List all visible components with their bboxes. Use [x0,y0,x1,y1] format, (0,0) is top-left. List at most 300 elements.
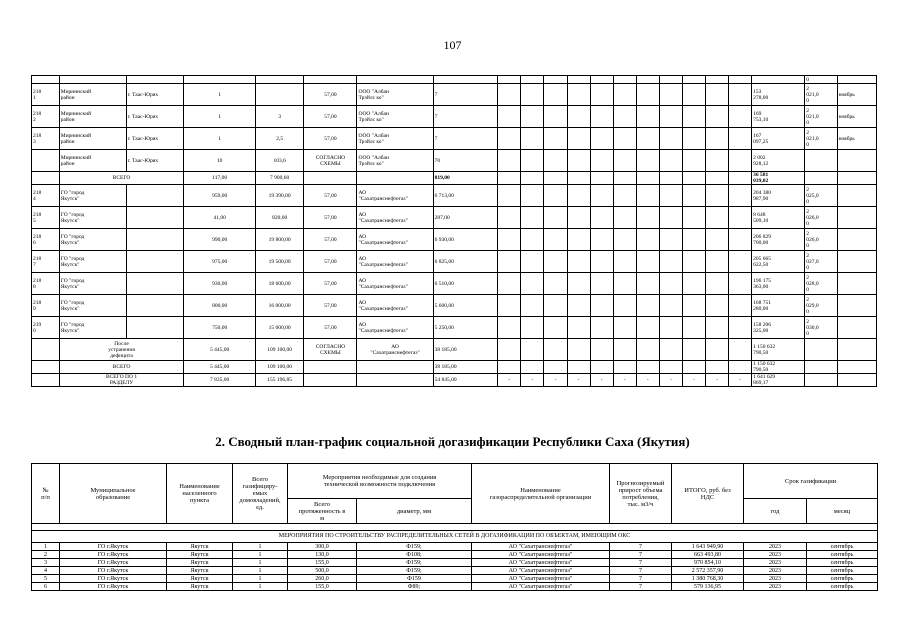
table-cell: 57,00 [304,128,357,150]
table-cell [357,361,433,374]
table-cell [729,172,752,185]
table-cell [521,273,544,295]
table-cell [521,128,544,150]
table-cell [837,172,876,185]
col-header-municipality: Муниципальное образование [60,464,167,524]
table-cell: 819,00 [433,172,498,185]
table-cell [613,361,636,374]
table-cell: 158 206 325,00 [752,317,805,339]
table-cell [184,76,256,84]
table-cell [659,76,682,84]
table-cell: Мирнинский район [59,128,126,150]
table-row [32,76,877,84]
table-cell: АО "Сахатранснефтегаз" [472,583,610,591]
table-cell [613,106,636,128]
table-cell: АО "Сахатранснефтегаз" [472,551,610,559]
table-cell [521,150,544,172]
table-cell: г. Таас-Юрях [126,84,184,106]
table-cell: 218 4 [32,185,60,207]
table-cell: 1 [233,567,288,575]
table-cell: 1 [233,575,288,583]
table-cell [544,251,567,273]
table-cell [837,76,876,84]
table-cell: 7 [433,128,498,150]
table-cell [544,76,567,84]
table-cell: 218 8 [32,273,60,295]
table-cell: 1 [233,559,288,567]
table-cell: ООО "Албан Трэйлс ко" [357,106,433,128]
table-cell: 57,00 [304,295,357,317]
table-cell: АО "Сахатранснефтегаз" [472,567,610,575]
table-cell: Ф159; [357,559,472,567]
table-cell: 1 [233,551,288,559]
table-row [32,551,878,559]
table-cell [837,295,876,317]
table-cell [567,150,590,172]
table-cell [590,251,613,273]
table-cell [590,207,613,229]
table-cell: - [498,374,521,387]
table-cell: - [682,374,705,387]
table-cell [636,106,659,128]
table-cell: сентябрь [807,575,878,583]
table-cell: 103,6 [255,150,303,172]
table-cell: ГО г.Якутск [60,559,167,567]
table-cell: ГО "город Якутск" [59,185,126,207]
table-cell: 8 648 509,10 [752,207,805,229]
table-cell [357,76,433,84]
table-cell: 57,00 [304,84,357,106]
table-cell: 54 845,00 [433,374,498,387]
table-cell [636,339,659,361]
table-cell [521,295,544,317]
table-cell [590,76,613,84]
table-cell [729,106,752,128]
table-cell: 990,00 [184,229,256,251]
table-row [32,583,878,591]
table-cell: - [613,374,636,387]
table-cell [729,361,752,374]
table-cell: 579 136,95 [672,583,744,591]
table-cell [126,185,184,207]
table-row [32,339,877,361]
table-cell: 57,00 [304,207,357,229]
table-cell: АО "Сахатранснефтегаз" [357,317,433,339]
col-header-year: год [744,499,807,524]
table-cell: 70 [433,150,498,172]
table-cell: 130,0 [288,551,357,559]
table-cell [636,273,659,295]
table-cell: - [590,374,613,387]
table-cell: СОГЛАСНО СХЕМЫ [304,339,357,361]
table-cell [590,172,613,185]
table-cell: Якутск [167,551,233,559]
table-cell: 3 [255,106,303,128]
table-cell [659,317,682,339]
table-cell [304,172,357,185]
table-cell: 2 026,0 0 [805,207,837,229]
table-cell [521,317,544,339]
table-cell: 2 021,0 0 [805,128,837,150]
table-cell: 6 930,00 [433,229,498,251]
table-cell: ГО г.Якутск [60,551,167,559]
table-cell: 1 [233,583,288,591]
table-cell: 2 002 928,12 [752,150,805,172]
table-cell [682,361,705,374]
table-cell: 7 835,00 [184,374,256,387]
table-cell: Якутск [167,583,233,591]
table-cell: 7 [610,559,672,567]
table-cell [590,295,613,317]
table-cell: 153 278,00 [752,84,805,106]
table-cell: 7 [610,567,672,575]
table-cell: 218 7 [32,251,60,273]
table-cell [682,207,705,229]
table-cell: АО "Сахатранснефтегаз" [357,229,433,251]
col-header-month: месяц [807,499,878,524]
table-cell [729,273,752,295]
table-row [32,543,878,551]
table-cell [544,84,567,106]
table-cell: 7 [433,84,498,106]
table-cell [304,374,357,387]
table-cell [729,229,752,251]
table-row [32,207,877,229]
table-cell [613,150,636,172]
table-cell [498,273,521,295]
table-cell [729,76,752,84]
table-cell [32,76,60,84]
table-cell [126,295,184,317]
table-cell [357,172,433,185]
table-cell [521,229,544,251]
table-cell [729,295,752,317]
table-cell: - [544,374,567,387]
table-cell [659,229,682,251]
table-cell: Ф89; [357,583,472,591]
table-cell [706,150,729,172]
table-cell: 260,0 [288,575,357,583]
table-cell: АО "Сахатранснефтегаз" [357,273,433,295]
spacer-row [32,524,878,531]
table-cell: сентябрь [807,543,878,551]
table-cell [521,172,544,185]
table-row [32,251,877,273]
table-cell [590,361,613,374]
table-cell [706,295,729,317]
table-cell: ГО "город Якутск" [59,273,126,295]
table-cell [706,76,729,84]
table-cell: 57,00 [304,273,357,295]
table-cell [521,84,544,106]
col-header-consumption: Прогнозируемый прирост объема потребления, тыс. м3/ч [610,464,672,524]
table-cell [433,76,498,84]
table-cell: ГО "город Якутск" [59,251,126,273]
table-cell: 5 445,00 [184,361,256,374]
table1-body [32,76,877,387]
table-cell [567,273,590,295]
table-cell: 18 600,00 [255,273,303,295]
table-cell: 7 [610,543,672,551]
table-cell: 1 [233,543,288,551]
table-cell: 206 829 700,00 [752,229,805,251]
table-cell: 19 390,00 [255,185,303,207]
table-cell: 155 196,85 [255,374,303,387]
table-cell [544,128,567,150]
table-cell [498,84,521,106]
table-cell: 205 665 622,50 [752,251,805,273]
table-cell: 6 825,00 [433,251,498,273]
table-cell [498,207,521,229]
table-cell: АО "Сахатранснефтегаз" [472,575,610,583]
table-cell: 2 025,0 0 [805,185,837,207]
table-cell: 5 445,00 [184,339,256,361]
table-row [32,295,877,317]
table-cell [567,84,590,106]
table-cell: ООО "Албан Трэйлс ко" [357,150,433,172]
table-row [32,172,877,185]
table-cell: г. Таас-Юрях [126,150,184,172]
table-cell [498,150,521,172]
table-cell [613,84,636,106]
table-cell [659,207,682,229]
table-cell [544,229,567,251]
table-cell: Мирнинский район [59,106,126,128]
col-header-total: ИТОГО, руб. без НДС [672,464,744,524]
table-cell [837,207,876,229]
col-header-households: Всего газифициру- емых домовладений, ед. [233,464,288,524]
table-cell: 287,00 [433,207,498,229]
table-cell [682,128,705,150]
table-cell: 3 [32,559,60,567]
table-cell [613,128,636,150]
table-cell: АО "Сахатранснефтегаз" [357,295,433,317]
table-cell [805,172,837,185]
table-row [32,185,877,207]
table-cell: - [567,374,590,387]
table-cell: г. Таас-Юрях [126,106,184,128]
table-cell [636,317,659,339]
table-cell [636,361,659,374]
table-cell: 57,00 [304,251,357,273]
col-header-diameter: диаметр, мм [357,499,472,524]
table-cell [729,128,752,150]
table-cell [636,150,659,172]
table-cell: 204 380 987,90 [752,185,805,207]
table-cell [498,361,521,374]
table-cell [521,251,544,273]
table-cell [659,185,682,207]
table-cell [304,361,357,374]
table-cell: Ф159; [357,567,472,575]
table-cell [659,339,682,361]
table-cell [357,374,433,387]
table-cell: 218 1 [32,84,60,106]
table-cell: 1 150 632 790,50 [752,361,805,374]
table-cell: 959,00 [184,185,256,207]
table-cell [706,106,729,128]
table-cell: 15 000,00 [255,317,303,339]
table-cell: 820,00 [255,207,303,229]
table-cell: 6 713,00 [433,185,498,207]
table-cell [613,76,636,84]
table-row [32,150,877,172]
table-cell [498,76,521,84]
table-cell: 155,0 [288,583,357,591]
table-cell: 300,0 [288,543,357,551]
table-cell: ВСЕГО ПО 1 РАЗДЕЛУ [59,374,184,387]
table-cell: Якутск [167,543,233,551]
table-cell [682,106,705,128]
table-cell: ГО г.Якутск [60,567,167,575]
table-cell [32,374,60,387]
table-cell [255,76,303,84]
table-cell [729,339,752,361]
table-row [32,559,878,567]
table-cell [729,251,752,273]
table-cell [706,251,729,273]
table-cell: 218 2 [32,106,60,128]
table-row [32,229,877,251]
table-cell [126,317,184,339]
table-cell [544,106,567,128]
table-cell [682,229,705,251]
table-cell [837,229,876,251]
table-cell [682,251,705,273]
table-cell [567,207,590,229]
table-cell [521,207,544,229]
table-cell [706,229,729,251]
table-cell [498,128,521,150]
table-cell: Якутск [167,567,233,575]
table-cell: 57,00 [304,185,357,207]
table-cell [729,207,752,229]
table-cell [498,317,521,339]
table-row [32,575,878,583]
table-cell: ГО г.Якутск [60,543,167,551]
table-cell: ноябрь [837,84,876,106]
table-cell [521,106,544,128]
table-cell [32,150,60,172]
table-cell [837,374,876,387]
table-cell [126,76,184,84]
table-cell: 57,00 [304,229,357,251]
table-cell: 0 [805,76,837,84]
table-cell [590,317,613,339]
table-cell: 930,00 [184,273,256,295]
table-cell [682,295,705,317]
table-cell: сентябрь [807,559,878,567]
table-cell [544,361,567,374]
table-cell [613,251,636,273]
table-cell [706,172,729,185]
table-cell: АО "Сахатранснефтегаз" [472,559,610,567]
table-cell: 36 581 039,02 [752,172,805,185]
table-cell: 1 380 768,30 [672,575,744,583]
table-cell: 7 [610,583,672,591]
table-cell: 218 9 [32,295,60,317]
table-cell [590,339,613,361]
table-cell: ГО г.Якутск [60,575,167,583]
table-cell [521,76,544,84]
table-cell: 1 643 949,90 [672,543,744,551]
table-cell: 970 854,10 [672,559,744,567]
table-cell [498,295,521,317]
table-cell: ООО "Албан Трэйлс ко" [357,84,433,106]
table-cell [659,84,682,106]
table-cell: ВСЕГО [59,361,184,374]
table-cell: 5 [32,575,60,583]
table-cell: сентябрь [807,567,878,575]
table-cell: 167 097,25 [752,128,805,150]
table-cell: 7 900,60 [255,172,303,185]
table-cell: 750,00 [184,317,256,339]
table-cell: 975,00 [184,251,256,273]
table-cell: Мирнинский район [59,84,126,106]
table-cell [567,361,590,374]
table-cell: 1 [32,543,60,551]
table-cell: ноябрь [837,128,876,150]
table-cell [590,84,613,106]
table-cell [659,128,682,150]
table-cell [706,185,729,207]
table-cell: г. Таас-Юрях [126,128,184,150]
table-cell: Мирнинский район [59,150,126,172]
table-cell [567,295,590,317]
table-cell [636,295,659,317]
table-cell [498,251,521,273]
table-cell: Якутск [167,559,233,567]
table-row [32,106,877,128]
table2-body [32,543,878,591]
table-cell: 219 0 [32,317,60,339]
table-cell [613,207,636,229]
table-cell: 2 026,0 0 [805,229,837,251]
table-cell [544,207,567,229]
table-cell [659,150,682,172]
table-cell [706,128,729,150]
table-cell: 41,00 [184,207,256,229]
table-cell: ГО "город Якутск" [59,229,126,251]
table-cell: АО "Сахатранснефтегаз" [357,339,433,361]
table-cell: ООО "Албан Трэйлс ко" [357,128,433,150]
table-cell [805,339,837,361]
table-cell: 168 751 280,00 [752,295,805,317]
table-cell: 5 600,00 [433,295,498,317]
table-cell [837,185,876,207]
table-cell [837,339,876,361]
table-cell: 218 6 [32,229,60,251]
table-cell [567,76,590,84]
table-cell: 7 [433,106,498,128]
table-cell: ГО г.Якутск [60,583,167,591]
table-cell [32,172,60,185]
col-header-length: Всего протяженность в м [288,499,357,524]
table-cell [837,317,876,339]
table-cell: 2023 [744,583,807,591]
table-cell: 2 021,0 0 [805,106,837,128]
table-cell [590,185,613,207]
table-cell: После устранения дефицита [59,339,184,361]
table-cell [613,273,636,295]
table-cell [544,339,567,361]
table-cell [706,84,729,106]
table-cell: 2 028,0 0 [805,273,837,295]
table-cell [729,317,752,339]
table-cell: 38 185,00 [433,339,498,361]
table-cell [659,172,682,185]
table-cell [567,251,590,273]
